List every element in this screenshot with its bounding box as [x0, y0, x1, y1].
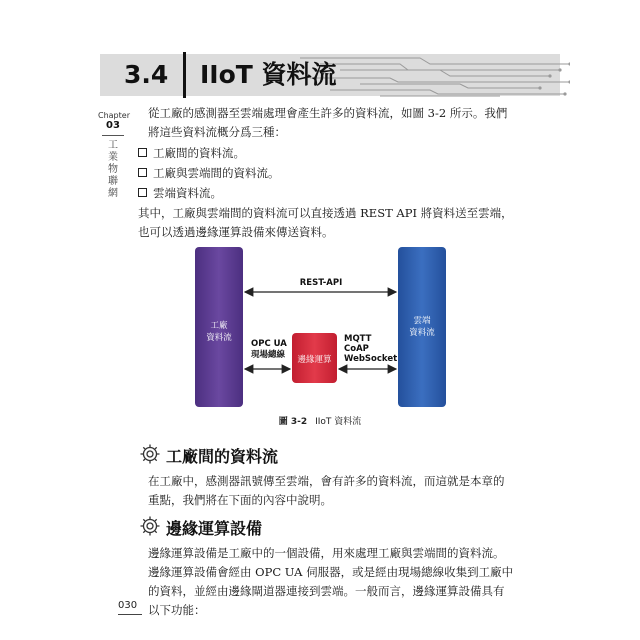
gear-icon [139, 443, 161, 465]
title-divider [183, 52, 186, 98]
page-number: 030 [118, 600, 138, 611]
list-item: 工廠與雲端間的資料流。 [138, 163, 518, 183]
factory-stream-paragraph: 在工廠中，感測器訊號傳至雲端，會有許多的資料流，而這就是本章的重點，我們將在下面的內容中說明。 [148, 474, 505, 507]
factory-label-line1: 工廠 [210, 321, 228, 331]
coap-label: CoAP [344, 344, 369, 354]
opc-ua-label: OPC UA [251, 339, 287, 349]
chapter-number: 03 [106, 120, 120, 131]
edge-label: 邊緣運算 [297, 355, 332, 365]
list-item: 工廠間的資料流。 [138, 143, 518, 163]
checkbox-bullet-icon [138, 188, 147, 197]
cloud-box [398, 247, 446, 407]
chapter-label: Chapter [98, 111, 130, 120]
stream-type-list [138, 143, 518, 203]
section-heading-edge-device: 邊緣運算設備 [166, 519, 263, 538]
rest-api-label: REST-API [299, 278, 343, 288]
fieldbus-label: 現場總線 [251, 350, 286, 360]
circuit-decoration [300, 50, 570, 100]
chapter-title: 工業物聯網 [108, 140, 118, 199]
intro-paragraph: 從工廠的感測器至雲端處理會產生許多的資料流，如圖 3-2 所示。我們將這些資料流概分爲三種： [148, 106, 508, 139]
figure-text: IIoT 資料流 [315, 417, 362, 427]
chapter-rule [102, 135, 124, 136]
gear-icon [139, 515, 161, 537]
factory-label-line2: 資料流 [206, 333, 232, 343]
websocket-label: WebSocket [344, 354, 398, 364]
section-title: IIoT 資料流 [200, 60, 337, 89]
iiot-dataflow-diagram [185, 245, 455, 413]
cloud-label-line1: 雲端 [413, 316, 431, 326]
checkbox-bullet-icon [138, 168, 147, 177]
page-number-rule [118, 614, 142, 615]
rest-api-paragraph: 其中，工廠與雲端間的資料流可以直接透過 REST API 將資料送至雲端，也可以透過邊緣運算設備來傳送資料。 [138, 206, 513, 239]
list-item: 雲端資料流。 [138, 183, 518, 203]
figure-label: 圖 3-2 [278, 417, 308, 427]
cloud-label-line2: 資料流 [409, 328, 435, 338]
section-heading-factory-stream: 工廠間的資料流 [166, 447, 279, 466]
figure-caption [200, 414, 440, 427]
mqtt-label: MQTT [344, 334, 372, 344]
section-number: 3.4 [124, 60, 169, 89]
edge-device-paragraph: 邊緣運算設備是工廠中的一個設備，用來處理工廠與雲端間的資料流。邊緣運算設備會經由 OPC UA 伺服器，或是經由現場總線收集到工廠中的資料，並經由邊緣閘道器連接到雲端。一般而言，邊緣運算設備具有以下功能： [148, 546, 514, 617]
checkbox-bullet-icon [138, 148, 147, 157]
